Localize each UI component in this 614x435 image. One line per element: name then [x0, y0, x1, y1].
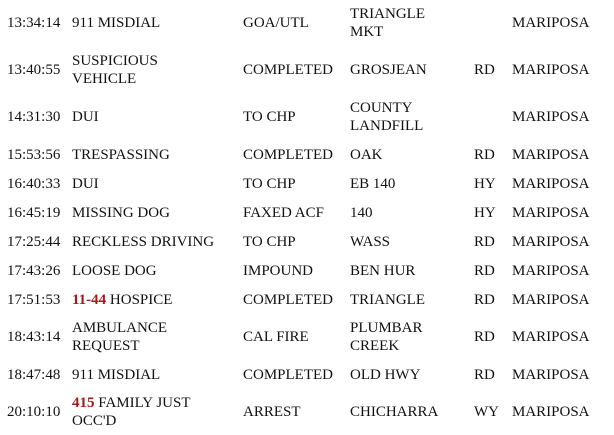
location-cell-text: OAK [350, 147, 383, 163]
table-row [0, 285, 614, 314]
table-row [0, 227, 614, 256]
city-cell-text: MARIPOSA [512, 263, 590, 279]
table-row [0, 140, 614, 169]
call-type-cell-text: REQUEST [72, 338, 140, 354]
table-row [0, 169, 614, 198]
location-cell-text: GROSJEAN [350, 62, 427, 78]
disposition-cell [243, 328, 309, 346]
call-type-cell [72, 262, 157, 280]
location-cell [350, 146, 383, 164]
city-cell-text: MARIPOSA [512, 62, 590, 78]
table-row [0, 0, 614, 46]
disposition-cell [243, 14, 309, 32]
call-type-cell-text: FAMILY JUST [98, 395, 191, 411]
time-cell-text: 14:31:30 [7, 109, 61, 125]
call-type-cell-text: AMBULANCE [72, 320, 168, 336]
street-suffix-cell [474, 146, 495, 164]
location-cell-text: LANDFILL [350, 118, 424, 134]
city-cell-text: MARIPOSA [512, 15, 590, 31]
city-cell-text: MARIPOSA [512, 234, 590, 250]
time-cell-text: 16:40:33 [7, 176, 61, 192]
disposition-cell [243, 403, 301, 421]
table-row [0, 46, 614, 94]
location-cell-text: WASS [350, 234, 391, 250]
call-type-cell-text: MISSING DOG [72, 205, 170, 221]
location-cell [350, 61, 427, 79]
time-cell-text: 17:43:26 [7, 263, 61, 279]
location-cell [350, 204, 373, 222]
street-suffix-cell [474, 61, 495, 79]
time-cell-text: 18:47:48 [7, 367, 61, 383]
disposition-cell-text: GOA/UTL [243, 15, 309, 31]
disposition-cell [243, 146, 333, 164]
city-cell [512, 14, 590, 32]
street-suffix-cell-text: RD [474, 329, 495, 345]
call-type-cell [72, 204, 170, 222]
street-suffix-cell [474, 291, 495, 309]
call-type-cell-text: OCC'D [72, 413, 117, 429]
table-row [0, 198, 614, 227]
call-type-cell [72, 394, 191, 430]
call-type-cell-text: 911 MISDIAL [72, 367, 161, 383]
city-cell [512, 291, 590, 309]
disposition-cell-text: COMPLETED [243, 147, 333, 163]
time-cell [7, 366, 60, 384]
street-suffix-cell-text: RD [474, 263, 495, 279]
call-type-cell [72, 14, 160, 32]
street-suffix-cell-text: RD [474, 234, 495, 250]
location-cell [350, 319, 423, 355]
call-type-cell [72, 52, 158, 88]
time-cell-text: 15:53:56 [7, 147, 61, 163]
disposition-cell-text: TO CHP [243, 176, 296, 192]
street-suffix-cell-text: RD [474, 367, 495, 383]
time-cell-text: 17:25:44 [7, 234, 61, 250]
disposition-cell [243, 262, 313, 280]
table-row [0, 314, 614, 360]
city-cell [512, 328, 590, 346]
location-cell [350, 403, 438, 421]
call-type-cell [72, 291, 172, 309]
street-suffix-cell [474, 233, 495, 251]
disposition-cell [243, 291, 333, 309]
location-cell-text: CREEK [350, 338, 400, 354]
disposition-cell-text: COMPLETED [243, 292, 333, 308]
street-suffix-cell [474, 175, 496, 193]
disposition-cell [243, 175, 296, 193]
time-cell-text: 16:45:19 [7, 205, 61, 221]
time-cell [7, 61, 60, 79]
location-cell-text: COUNTY [350, 100, 413, 116]
city-cell [512, 233, 590, 251]
time-cell [7, 262, 60, 280]
disposition-cell [243, 366, 333, 384]
time-cell [7, 403, 60, 421]
table-row [0, 256, 614, 285]
time-cell-text: 13:34:14 [7, 15, 61, 31]
time-cell [7, 291, 60, 309]
time-cell-text: 13:40:55 [7, 62, 61, 78]
city-cell [512, 108, 590, 126]
time-cell [7, 146, 60, 164]
call-type-cell [72, 175, 99, 193]
city-cell-text: MARIPOSA [512, 176, 590, 192]
location-cell-text: MKT [350, 24, 384, 40]
location-cell [350, 5, 425, 41]
call-type-cell-text: SUSPICIOUS [72, 53, 158, 69]
table-row [0, 389, 614, 435]
time-cell [7, 108, 60, 126]
disposition-cell-text: COMPLETED [243, 367, 333, 383]
time-cell [7, 328, 60, 346]
location-cell [350, 233, 390, 251]
call-type-cell-text: HOSPICE [109, 292, 173, 308]
street-suffix-cell [474, 204, 496, 222]
location-cell [350, 291, 425, 309]
time-cell-text: 17:51:53 [7, 292, 61, 308]
time-cell-text: 18:43:14 [7, 329, 61, 345]
location-cell-text: BEN HUR [350, 263, 416, 279]
street-suffix-cell-text: RD [474, 147, 495, 163]
street-suffix-cell [474, 403, 499, 421]
location-cell-text: EB 140 [350, 176, 396, 192]
call-type-cell [72, 233, 214, 251]
disposition-cell [243, 233, 296, 251]
location-cell-text: 140 [350, 205, 373, 221]
city-cell-text: MARIPOSA [512, 205, 590, 221]
street-suffix-cell [474, 262, 495, 280]
street-suffix-cell [474, 366, 495, 384]
call-type-cell-text: DUI [72, 176, 99, 192]
disposition-cell [243, 108, 296, 126]
location-cell-text: CHICHARRA [350, 404, 439, 420]
disposition-cell-text: ARREST [243, 404, 301, 420]
disposition-cell-text: COMPLETED [243, 62, 333, 78]
city-cell-text: MARIPOSA [512, 147, 590, 163]
call-type-cell [72, 108, 99, 126]
city-cell [512, 175, 590, 193]
city-cell-text: MARIPOSA [512, 329, 590, 345]
table-row [0, 360, 614, 389]
table-row [0, 94, 614, 140]
disposition-cell-text: FAXED ACF [243, 205, 324, 221]
location-cell [350, 99, 423, 135]
incident-code: 11-44 [72, 292, 107, 308]
location-cell [350, 262, 415, 280]
city-cell [512, 204, 590, 222]
street-suffix-cell-text: RD [474, 292, 495, 308]
city-cell [512, 403, 590, 421]
time-cell [7, 204, 60, 222]
street-suffix-cell-text: HY [474, 205, 496, 221]
time-cell [7, 233, 60, 251]
call-type-cell [72, 146, 170, 164]
call-type-cell-text: 911 MISDIAL [72, 15, 161, 31]
call-type-cell [72, 319, 167, 355]
disposition-cell-text: CAL FIRE [243, 329, 309, 345]
time-cell [7, 14, 60, 32]
street-suffix-cell-text: RD [474, 62, 495, 78]
city-cell-text: MARIPOSA [512, 292, 590, 308]
location-cell-text: TRIANGLE [350, 292, 425, 308]
call-type-cell-text: DUI [72, 109, 99, 125]
call-type-cell [72, 366, 160, 384]
disposition-cell-text: IMPOUND [243, 263, 314, 279]
city-cell [512, 146, 590, 164]
city-cell-text: MARIPOSA [512, 404, 590, 420]
call-type-cell-text: VEHICLE [72, 71, 137, 87]
call-type-cell-text: RECKLESS DRIVING [72, 234, 215, 250]
time-cell [7, 175, 60, 193]
street-suffix-cell-text: WY [474, 404, 499, 420]
city-cell [512, 61, 590, 79]
disposition-cell [243, 61, 333, 79]
disposition-cell-text: TO CHP [243, 109, 296, 125]
call-type-cell-text: TRESPASSING [72, 147, 170, 163]
disposition-cell [243, 204, 324, 222]
location-cell-text: TRIANGLE [350, 6, 425, 22]
street-suffix-cell-text: HY [474, 176, 496, 192]
call-type-cell-text: LOOSE DOG [72, 263, 157, 279]
street-suffix-cell [474, 328, 495, 346]
city-cell [512, 262, 590, 280]
incident-code: 415 [72, 395, 95, 411]
city-cell-text: MARIPOSA [512, 109, 590, 125]
city-cell [512, 366, 590, 384]
time-cell-text: 20:10:10 [7, 404, 61, 420]
city-cell-text: MARIPOSA [512, 367, 590, 383]
location-cell [350, 366, 420, 384]
location-cell-text: PLUMBAR [350, 320, 423, 336]
disposition-cell-text: TO CHP [243, 234, 296, 250]
location-cell [350, 175, 395, 193]
location-cell-text: OLD HWY [350, 367, 421, 383]
